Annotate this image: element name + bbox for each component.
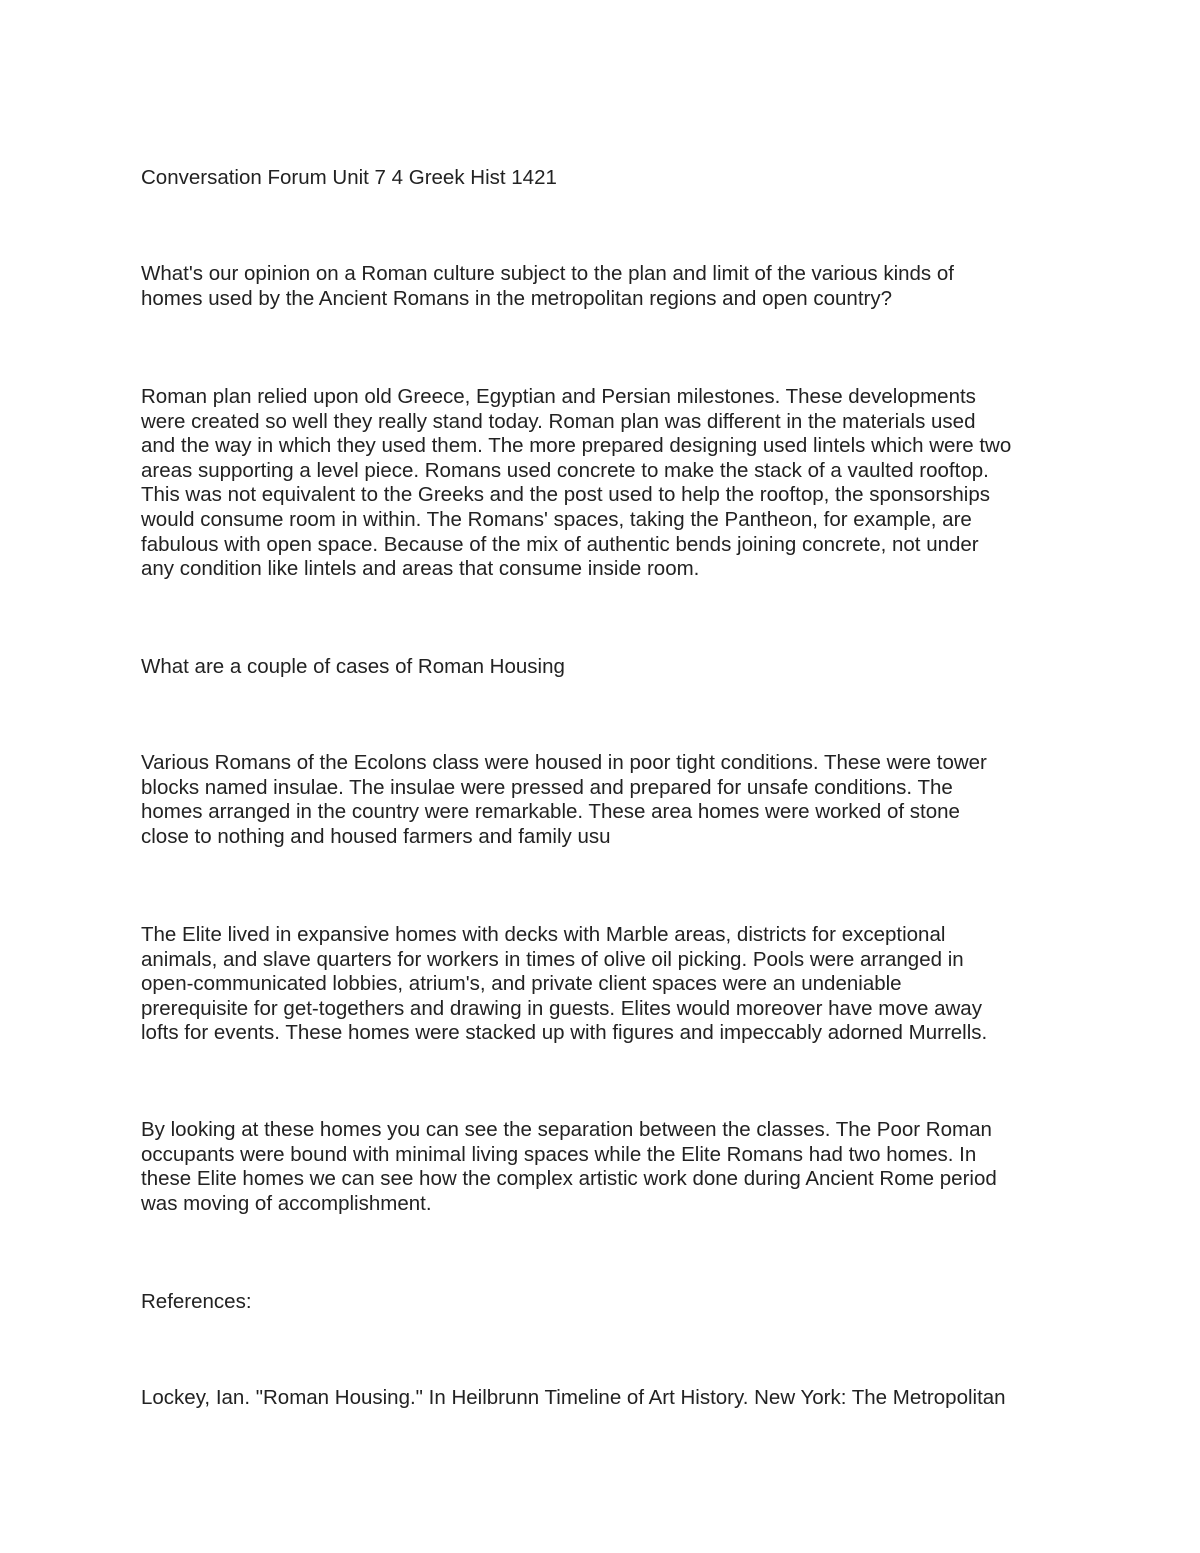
paragraph-2: Various Romans of the Ecolons class were housed in poor tight conditions. These were tower blocks named insulae. The insulae were pressed and prepared for unsafe conditions. The homes arranged in the country were remarkable. These area homes were worked of stone close to nothing and housed farmers and family usu <box>141 751 987 848</box>
document-title: Conversation Forum Unit 7 4 Greek Hist 1421 <box>141 166 557 189</box>
paragraph-1: Roman plan relied upon old Greece, Egyptian and Persian milestones. These developments were created so well they really stand today. Roman plan was different in the materials used and the way in which they used them. The more prepared designing used lintels which were two areas supporting a level piece. Romans used concrete to make the stack of a vaulted rooftop. This was not equivalent to the Greeks and the post used to help the rooftop, the sponsorships would consume room in within. The Romans' spaces, taking the Pantheon, for example, are fabulous with open space. Because of the mix of authentic bends joining concrete, not under any condition like lintels and areas that consume inside room. <box>141 385 1012 581</box>
question-1: What's our opinion on a Roman culture subject to the plan and limit of the various kinds of homes used by the Ancient Romans in the metropolitan regions and open country? <box>141 262 954 310</box>
paragraph-4: By looking at these homes you can see the separation between the classes. The Poor Roman occupants were bound with minimal living spaces while the Elite Romans had two homes. In these Elite homes we can see how the complex artistic work done during Ancient Rome period was moving of accomplishment. <box>141 1118 997 1215</box>
references-heading: References: <box>141 1290 252 1313</box>
question-2: What are a couple of cases of Roman Housing <box>141 655 565 678</box>
paragraph-3: The Elite lived in expansive homes with decks with Marble areas, districts for exceptional animals, and slave quarters for workers in times of olive oil picking. Pools were arranged in open-communicated lobbies, atrium's, and private client spaces were an undeniable prerequisite for get-togethers and drawing in guests. Elites would moreover have move away lofts for events. These homes were stacked up with figures and impeccably adorned Murrells. <box>141 923 988 1045</box>
reference-1: Lockey, Ian. "Roman Housing." In Heilbrunn Timeline of Art History. New York: The Metropolitan <box>141 1386 1006 1409</box>
